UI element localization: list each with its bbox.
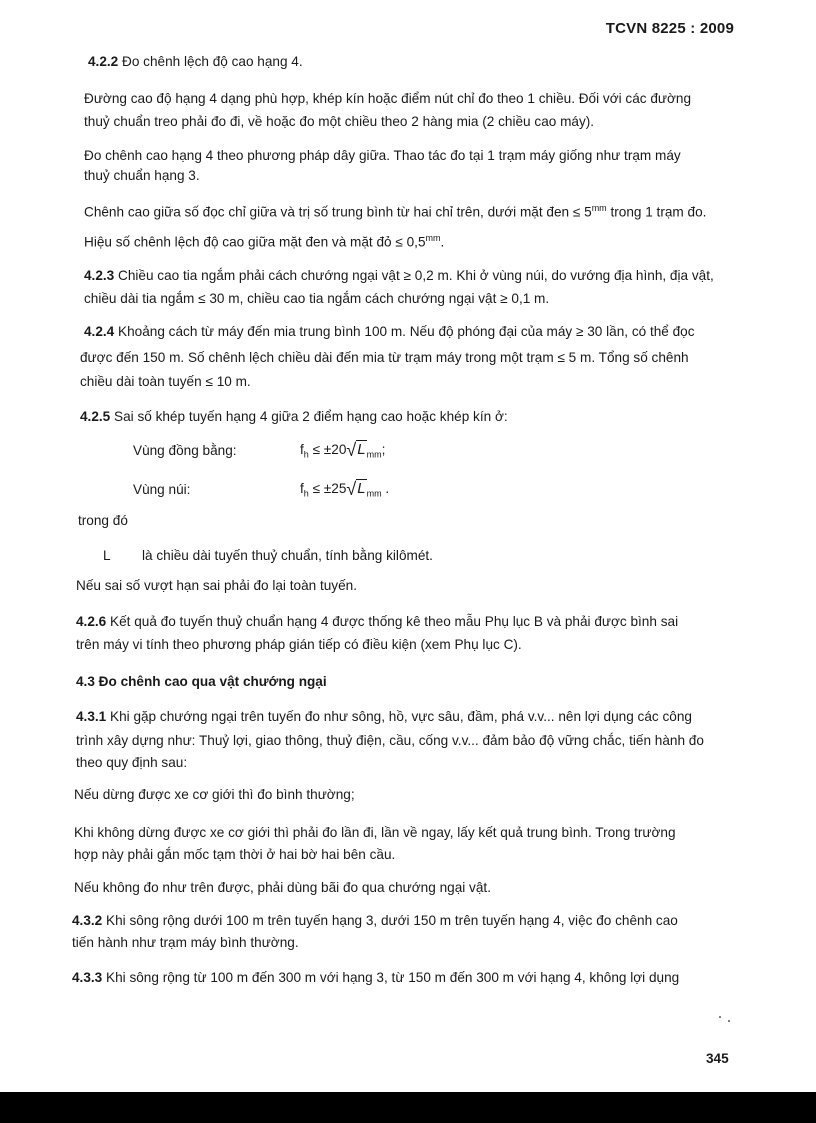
paragraph-line: hợp này phải gắn mốc tạm thời ở hai bờ hai bên cầu. [74,847,396,862]
document-code: TCVN 8225 : 2009 [605,20,734,37]
section-number: 4.3.2 [72,913,103,928]
mountain-region-label: Vùng núi: [133,482,191,497]
text: f [300,442,304,457]
unit-superscript: mm [591,203,607,213]
plain-region-formula [300,440,385,461]
unit-subscript: mm [366,488,382,499]
text: Khi sông rộng dưới 100 m trên tuyến hạng 3, dưới 150 m trên tuyến hạng 4, việc đo chênh cao [106,913,678,928]
paragraph-line: Nếu sai số vượt hạn sai phải đo lại toàn tuyến. [76,578,357,593]
section-4-2-6-line [76,614,678,629]
paragraph-line: thuỷ chuẩn treo phải đo đi, về hoặc đo một chiều theo 2 hàng mia (2 chiều cao máy). [84,114,595,129]
section-4-2-5-line [80,409,508,424]
paragraph-line: tiến hành như trạm máy bình thường. [72,935,299,950]
section-number: 4.2.3 [84,268,115,283]
symbol-definition: là chiều dài tuyến thuỷ chuẩn, tính bằng kilômét. [142,548,433,563]
paragraph-line: Đo chênh cao hạng 4 theo phương pháp dây giữa. Thao tác đo tại 1 trạm máy giống như trạm máy [84,148,681,163]
section-number: 4.2.4 [84,324,115,339]
plain-region-label: Vùng đồng bằng: [133,443,237,458]
text: . [440,234,445,250]
variable: L [357,480,366,497]
symbol-L: L [103,548,111,563]
subscript: h [303,488,309,499]
section-number: 4.3.3 [72,970,103,985]
section-number: 4.2.5 [80,409,111,424]
paragraph-line [84,203,706,220]
section-4-3-2-line [72,913,678,928]
text: ≤ ±20 [308,442,347,457]
mountain-region-formula [300,479,389,500]
text: Sai số khép tuyến hạng 4 giữa 2 điểm hạng cao hoặc khép kín ở: [114,409,508,424]
paragraph-line: Nếu dừng được xe cơ giới thì đo bình thường; [74,787,355,802]
paragraph-line: trên máy vi tính theo phương pháp gián tiếp có điều kiện (xem Phụ lục C). [76,637,522,652]
text: Chiều cao tia ngắm phải cách chướng ngại vật ≥ 0,2 m. Khi ở vùng núi, do vướng địa hình, địa vật, [118,268,714,283]
paragraph-line: Đường cao độ hạng 4 dạng phù hợp, khép kín hoặc điểm nút chỉ đo theo 1 chiều. Đối với các đường [84,91,692,106]
paragraph-line: được đến 150 m. Số chênh lệch chiều dài đến mia từ trạm máy trong một trạm ≤ 5 m. Tổng số chênh [80,350,689,365]
text: Khi gặp chướng ngại trên tuyến đo như sông, hồ, vực sâu, đầm, phá v.v... nên lợi dụng các công [110,709,692,724]
paragraph-line: theo quy định sau: [76,755,188,770]
text: trong 1 trạm đo. [606,204,707,220]
square-root: √L [346,479,366,499]
section-number: 4.2.2 [88,54,119,69]
text: f [300,481,304,496]
section-number: 4.2.6 [76,614,107,629]
paragraph-line: thuỷ chuẩn hạng 3. [84,168,200,183]
paragraph-line: trình xây dựng như: Thuỷ lợi, giao thông, thuỷ điện, cầu, cống v.v... đảm bảo độ vững chắc, tiến hành đo [76,733,704,748]
text: Kết quả đo tuyến thuỷ chuẩn hạng 4 được thống kê theo mẫu Phụ lục B và phải được bình sai [110,614,679,629]
paragraph-line: Khi không dừng được xe cơ giới thì phải đo lần đi, lần về ngay, lấy kết quả trung bình. Trong trường [74,825,676,840]
section-4-2-2-heading [88,54,303,69]
variable: L [357,441,366,458]
text: . [381,481,390,496]
section-4-3-1-line [76,709,692,724]
paragraph-line: chiều dài toàn tuyến ≤ 10 m. [80,374,251,389]
section-4-3-3-line [72,970,679,985]
text: Hiệu số chênh lệch độ cao giữa mặt đen và mặt đỏ ≤ 0,5 [84,234,426,250]
section-4-2-4-line [84,324,695,339]
scan-border [0,1092,816,1123]
square-root: √L [346,440,366,460]
scan-speck [728,1020,730,1022]
unit-subscript: mm [366,449,382,460]
text: Khi sông rộng từ 100 m đến 300 m với hạng 3, từ 150 m đến 300 m với hạng 4, không lợi dụng [106,970,680,985]
text: ; [381,442,386,457]
text: Khoảng cách từ máy đến mia trung bình 100 m. Nếu độ phóng đại của máy ≥ 30 lần, có thể đọc [118,324,695,339]
paragraph-line [84,233,444,250]
section-title: Đo chênh lệch độ cao hạng 4. [122,54,303,69]
where-label: trong đó [78,513,128,528]
text: ≤ ±25 [308,481,347,496]
subscript: h [303,449,309,460]
paragraph-line: Nếu không đo như trên được, phải dùng bãi đo qua chướng ngại vật. [74,880,491,895]
scan-speck [719,1016,721,1018]
section-4-2-3-line [84,268,714,283]
section-4-3-heading: 4.3 Đo chênh cao qua vật chướng ngại [76,674,327,689]
page-number: 345 [706,1051,729,1066]
section-number: 4.3.1 [76,709,107,724]
paragraph-line: chiều dài tia ngắm ≤ 30 m, chiều cao tia ngắm cách chướng ngại vật ≥ 0,1 m. [84,291,550,306]
text: Chênh cao giữa số đọc chỉ giữa và trị số trung bình từ hai chỉ trên, dưới mặt đen ≤ 5 [84,204,592,220]
unit-superscript: mm [425,233,441,243]
